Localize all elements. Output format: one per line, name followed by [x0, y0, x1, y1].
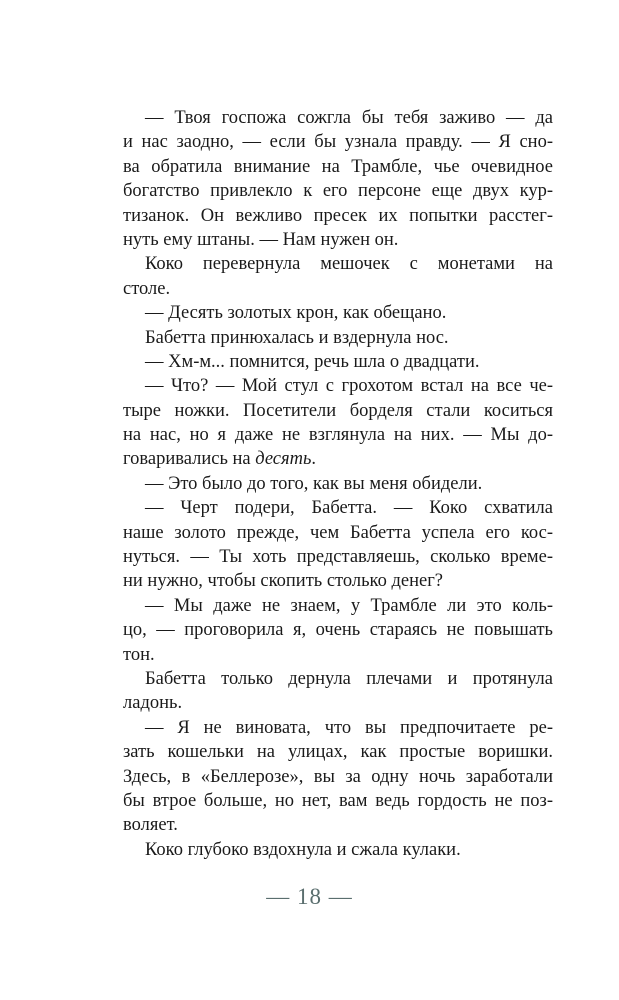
text-line: Бабетта принюхалась и вздернула нос. — [145, 327, 449, 348]
text-line: ва обратила внимание на Трамбле, чье очевидное — [123, 156, 553, 177]
text-line: на нас, но я даже не взглянула на них. — Мы до- — [123, 425, 553, 446]
text-line: — Это было до того, как вы меня обидели. — [145, 473, 483, 494]
text-line: нуть ему штаны. — Нам нужен он. — [123, 229, 399, 250]
text-line: Бабетта только дернула плечами и протянула — [145, 668, 553, 689]
text-line: тыре ножки. Посетители борделя стали коситься — [123, 400, 553, 421]
text-line: — Черт подери, Бабетта. — Коко схватила — [145, 498, 553, 519]
text-line: — Что? — Мой стул с грохотом встал на все че- — [145, 376, 553, 397]
text-segment: . — [311, 449, 317, 470]
text-line: Коко перевернула мешочек с монетами на — [145, 254, 553, 275]
text-line-with-italic — [123, 447, 553, 471]
page-number: — 18 — — [266, 884, 353, 909]
text-line: — Я не виновата, что вы предпочитаете ре- — [145, 717, 553, 738]
text-line: Коко глубоко вздохнула и сжала кулаки. — [145, 839, 461, 860]
text-line: ладонь. — [123, 693, 183, 714]
text-line: наше золото прежде, чем Бабетта успела его кос- — [123, 522, 553, 543]
body-text — [123, 106, 553, 862]
text-line: — Мы даже не знаем, у Трамбле ли это коль- — [145, 595, 553, 616]
text-line: цо, — проговорила я, очень стараясь не повышать — [123, 620, 553, 641]
text-segment: говаривались на — [123, 449, 256, 470]
text-line: нуться. — Ты хоть представляешь, сколько време- — [123, 547, 553, 568]
text-line: столе. — [123, 278, 171, 299]
text-line: — Твоя госпожа сожгла бы тебя заживо — да — [145, 108, 553, 128]
text-line: воляет. — [123, 815, 178, 836]
text-line: тон. — [123, 644, 155, 665]
text-line: бы втрое больше, но нет, вам ведь гордость не поз- — [123, 790, 553, 811]
text-line: зать кошельки на улицах, как простые воришки. — [123, 742, 553, 763]
text-line: — Хм-м... помнится, речь шла о двадцати. — [145, 351, 480, 372]
text-line: — Десять золотых крон, как обещано. — [145, 303, 447, 324]
text-line: тизанок. Он вежливо пресек их попытки расстег- — [123, 205, 553, 226]
text-line: Здесь, в «Беллерозе», вы за одну ночь заработали — [123, 766, 553, 787]
text-line: ни нужно, чтобы скопить столько денег? — [123, 571, 444, 592]
text-line: и нас заодно, — если бы узнала правду. — Я сно- — [123, 132, 553, 153]
italic-word: десять — [255, 449, 312, 470]
text-line: богатство привлекло к его персоне еще двух кур- — [123, 181, 553, 202]
